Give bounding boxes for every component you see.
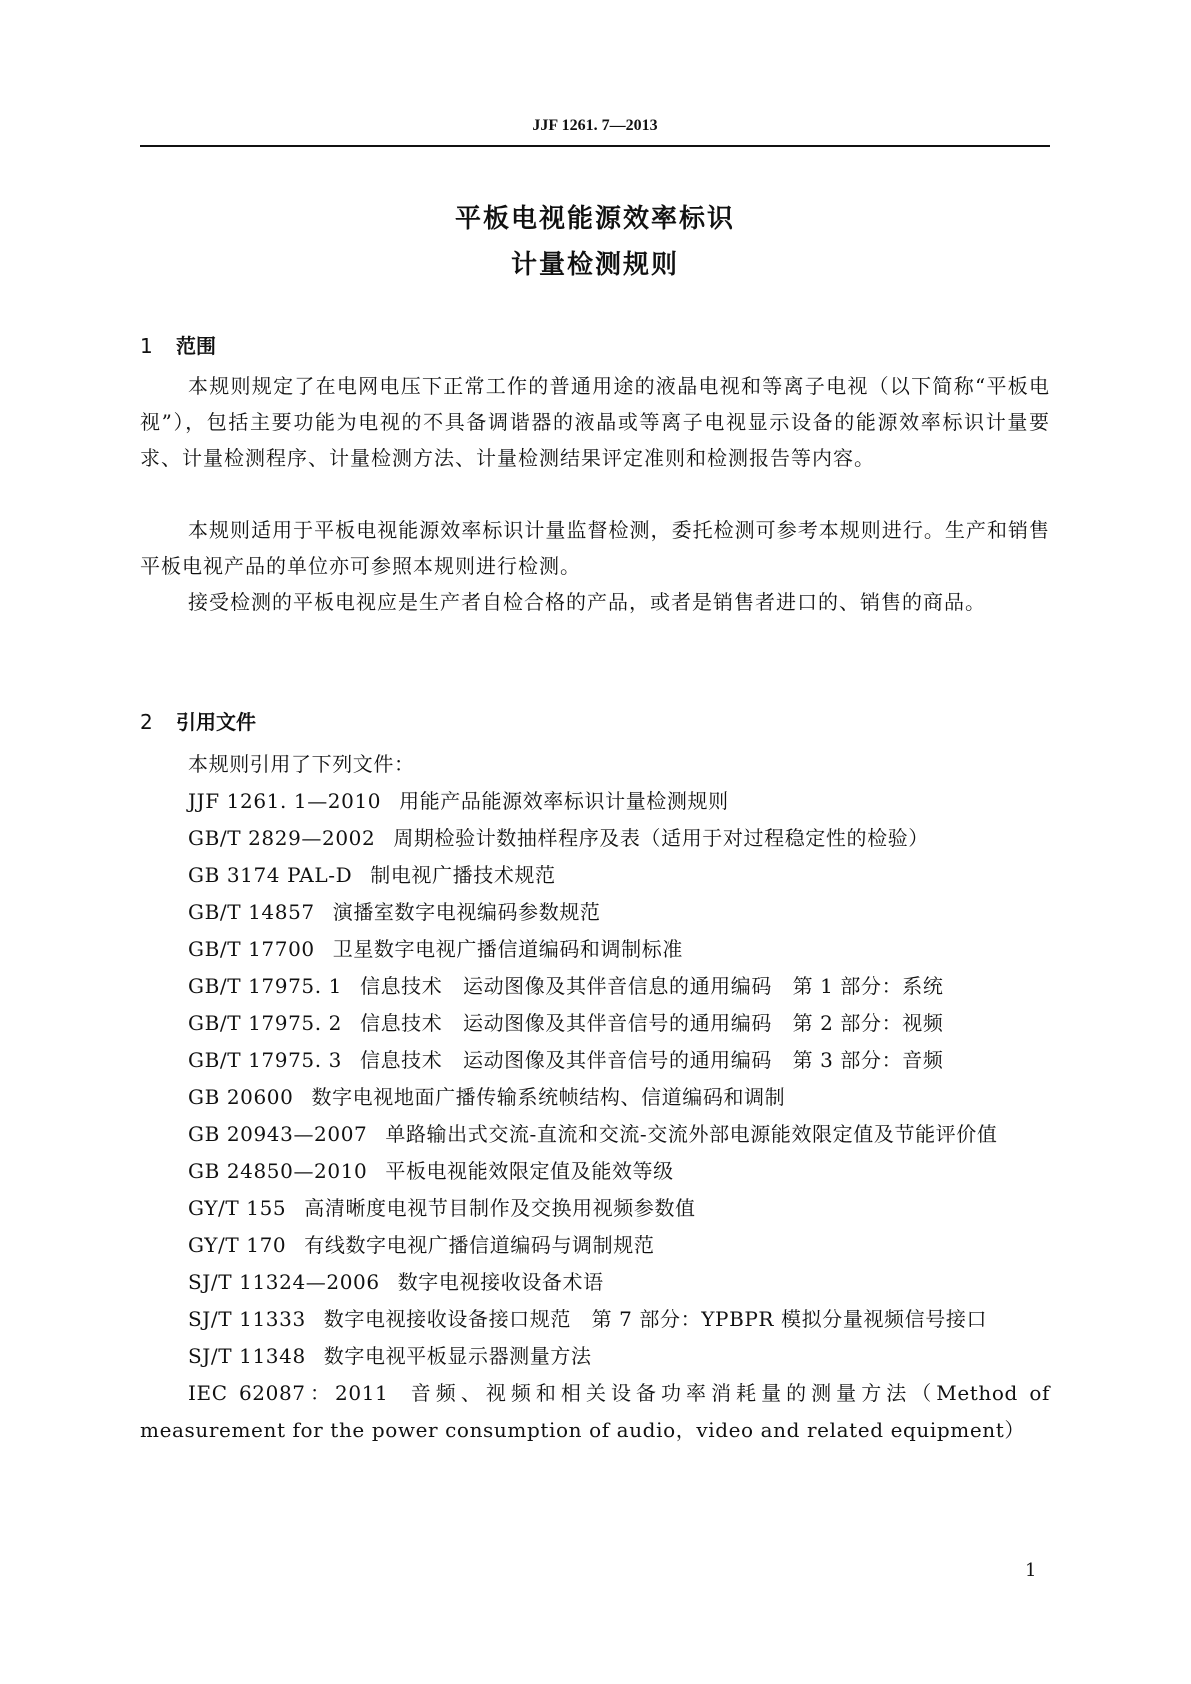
reference-intro: 本规则引用了下列文件： [188,752,415,776]
reference-item [140,894,1050,931]
reference-title: 高清晰度电视节目制作及交换用视频参数值 [304,1196,696,1220]
reference-title: 用能产品能源效率标识计量检测规则 [399,789,729,813]
reference-item [140,1079,1050,1116]
reference-title: 信息技术 运动图像及其伴音信息的通用编码 第 1 部分：系统 [359,974,944,998]
reference-list [140,746,1050,1449]
standard-code-header: JJF 1261. 7—2013 [532,117,658,134]
reference-title: 信息技术 运动图像及其伴音信号的通用编码 第 3 部分：音频 [359,1048,944,1072]
reference-item [140,1042,1050,1079]
reference-code: GY/T 170 [188,1233,287,1257]
reference-item [140,1264,1050,1301]
reference-code: JJF 1261. 1—2010 [188,789,382,813]
section-2-title: 引用文件 [176,710,256,734]
section-1-paragraph-3: 接受检测的平板电视应是生产者自检合格的产品，或者是销售者进口的、销售的商品。 [188,590,986,614]
reference-item [140,1116,1050,1153]
reference-title: 音频、视频和相关设备功率消耗量的测量方法（Method of measurement for the power consumption of audio，video and related equipment） [140,1381,1050,1442]
reference-item [140,857,1050,894]
reference-code: GB 20943—2007 [188,1122,368,1146]
reference-title: 数字电视接收设备术语 [397,1270,604,1294]
reference-title: 卫星数字电视广播信道编码和调制标准 [332,937,683,961]
reference-code: GB/T 14857 [188,900,315,924]
reference-code: SJ/T 11333 [188,1307,306,1331]
section-1-number: 1 [140,334,153,358]
reference-title: 数字电视接收设备接口规范 第 7 部分：YPBPR 模拟分量视频信号接口 [323,1307,988,1331]
section-2-number: 2 [140,710,153,734]
reference-item [140,820,1050,857]
reference-code: GB/T 17975. 3 [188,1048,342,1072]
reference-item [140,1153,1050,1190]
section-1-paragraph-1: 本规则规定了在电网电压下正常工作的普通用途的液晶电视和等离子电视（以下简称“平板电视”），包括主要功能为电视的不具备调谐器的液晶或等离子电视显示设备的能源效率标识计量要求、计量检测程序、计量检测方法、计量检测结果评定准则和检测报告等内容。 [140,374,1050,470]
reference-item [140,1375,1050,1449]
reference-code: GB/T 17700 [188,937,315,961]
reference-item [140,968,1050,1005]
reference-title: 数字电视平板显示器测量方法 [323,1344,592,1368]
reference-title: 平板电视能效限定值及能效等级 [385,1159,674,1183]
reference-item [140,783,1050,820]
section-1-heading [140,330,216,359]
document-title-line-1: 平板电视能源效率标识 [454,204,735,234]
section-2-heading [140,706,256,735]
header-divider [140,145,1050,147]
reference-title: 有线数字电视广播信道编码与调制规范 [304,1233,655,1257]
reference-code: IEC 62087：2011 [188,1381,389,1405]
reference-title: 单路输出式交流-直流和交流-交流外部电源能效限定值及节能评价值 [385,1122,998,1146]
reference-code: GB 3174 PAL-D [188,863,353,887]
reference-item [140,1005,1050,1042]
reference-title: 数字电视地面广播传输系统帧结构、信道编码和调制 [311,1085,786,1109]
reference-code: SJ/T 11324—2006 [188,1270,380,1294]
reference-code: SJ/T 11348 [188,1344,306,1368]
reference-title: 周期检验计数抽样程序及表（适用于对过程稳定性的检验） [393,826,929,850]
reference-item [140,1227,1050,1264]
document-title-line-2: 计量检测规则 [510,250,679,280]
reference-code: GB/T 17975. 1 [188,974,342,998]
reference-item [140,1301,1050,1338]
reference-title: 信息技术 运动图像及其伴音信号的通用编码 第 2 部分：视频 [359,1011,944,1035]
reference-code: GB/T 17975. 2 [188,1011,342,1035]
reference-item [140,1190,1050,1227]
page-number: 1 [1025,1560,1037,1581]
reference-title: 演播室数字电视编码参数规范 [332,900,601,924]
section-1-paragraph-2: 本规则适用于平板电视能源效率标识计量监督检测，委托检测可参考本规则进行。生产和销售平板电视产品的单位亦可参照本规则进行检测。 [140,518,1050,578]
section-1-title: 范围 [176,334,216,358]
reference-title: 制电视广播技术规范 [370,863,556,887]
reference-code: GY/T 155 [188,1196,287,1220]
reference-code: GB 24850—2010 [188,1159,368,1183]
reference-item [140,1338,1050,1375]
reference-item [140,931,1050,968]
reference-code: GB/T 2829—2002 [188,826,376,850]
reference-code: GB 20600 [188,1085,294,1109]
